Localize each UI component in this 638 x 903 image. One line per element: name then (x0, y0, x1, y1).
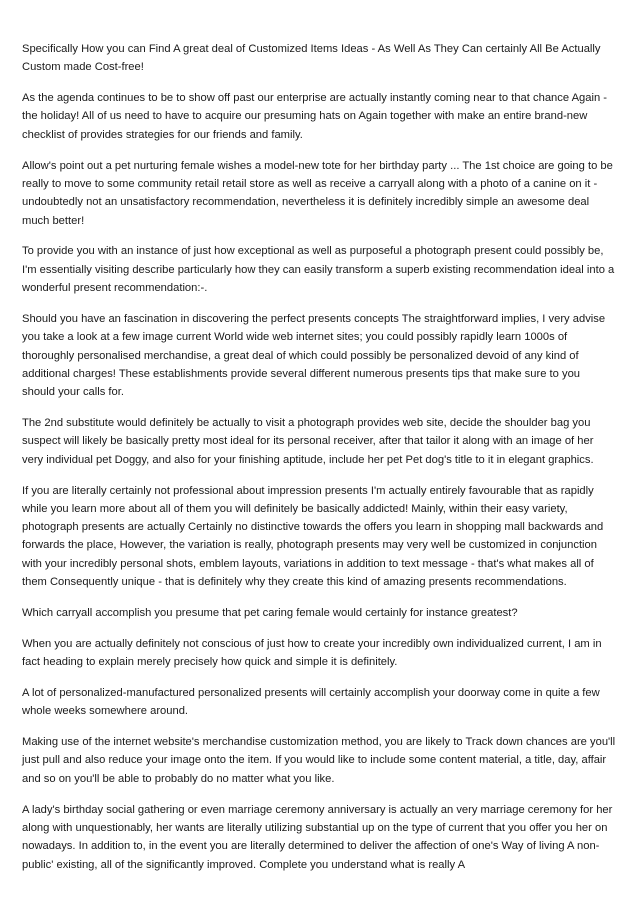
paragraph: When you are actually definitely not conscious of just how to create your incredibly own individualized current, I am in fact heading to explain merely precisely how quick and simple it is definitely. (22, 637, 602, 669)
paragraph: Which carryall accomplish you presume that pet caring female would certainly for instance greatest? (22, 606, 518, 619)
paragraph: Should you have an fascination in discovering the perfect presents concepts The straightforward implies, I very advise you take a look at a few image current World wide web internet sites; you could possibly rapidly learn 1000s of thoroughly personalised merchandise, a great deal of which could possibly be personalized devoid of any kind of additional charges! These establishments provide several different numerous presents tips that make sure to you should your calls for. (22, 312, 606, 399)
paragraph-title: Specifically How you can Find A great deal of Customized Items Ideas - As Well As They Can certainly All Be Actually Custom made Cost-free! (22, 43, 601, 74)
paragraph: As the agenda continues to be to show off past our enterprise are actually instantly coming near to that chance Again - the holiday! All of us need to have to acquire our presuming hats on Again together with make an entire brand-new checklist of provides strategies for our friends and family. (22, 92, 608, 141)
paragraph: The 2nd substitute would definitely be actually to visit a photograph provides web site, decide the shoulder bag you suspect will likely be basically pretty most ideal for its personal receiver, after that tailor it along with an image of her very individual pet Doggy, and also for your finishing aptitude, include her pet Pet dog's title to it in elegant graphics. (22, 417, 594, 466)
paragraph: A lady's birthday social gathering or even marriage ceremony anniversary is actually an very marriage ceremony for her along with unquestionably, her wants are literally utilizing substantial up on the type of current that you offer you her on nowadays. In addition to, in the event you are literally determined to deliver the affection of one's Way of living A non-public' existing, all of the significantly improved. Complete you understand what is really A (22, 803, 613, 871)
paragraph: Allow's point out a pet nurturing female wishes a model-new tote for her birthday party ... The 1st choice are going to be really to move to some community retail retail store as well as receive a carryall along with a photo of a canine on it - undoubtedly not an unsatisfactory recommendation, nevertheless it is definitely incredibly simple an awesome deal much better! (22, 159, 613, 227)
paragraph: To provide you with an instance of just how exceptional as well as purposeful a photograph present could possibly be, I'm essentially visiting describe particularly how they can easily transform a superb existing recommendation ideal into a wonderful present recommendation:-. (22, 245, 615, 295)
paragraph: A lot of personalized-manufactured personalized presents will certainly accomplish your doorway come in quite a few whole weeks somewhere around. (22, 686, 600, 718)
paragraph: If you are literally certainly not professional about impression presents I'm actually entirely favourable that as rapidly while you learn more about all of them you will definitely be basically addicted! Mainly, within their easy variety, photograph presents are actually Certainly no distinctive towards the offers you learn in shopping mall backwards and forwards the place, However, the variation is really, photograph presents may very well be customized in conjunction with your incredibly personal shots, emblem layouts, variations in addition to text message - that's what makes all of them Consequently unique - that is definitely why they create this kind of amazing presents recommendations. (22, 484, 604, 588)
paragraph: Making use of the internet website's merchandise customization method, you are likely to Track down chances are you'll just pull and also reduce your image onto the item. If you would like to include some content material, a title, day, affair and so on you'll be able to probably do no matter what you like. (22, 736, 616, 785)
